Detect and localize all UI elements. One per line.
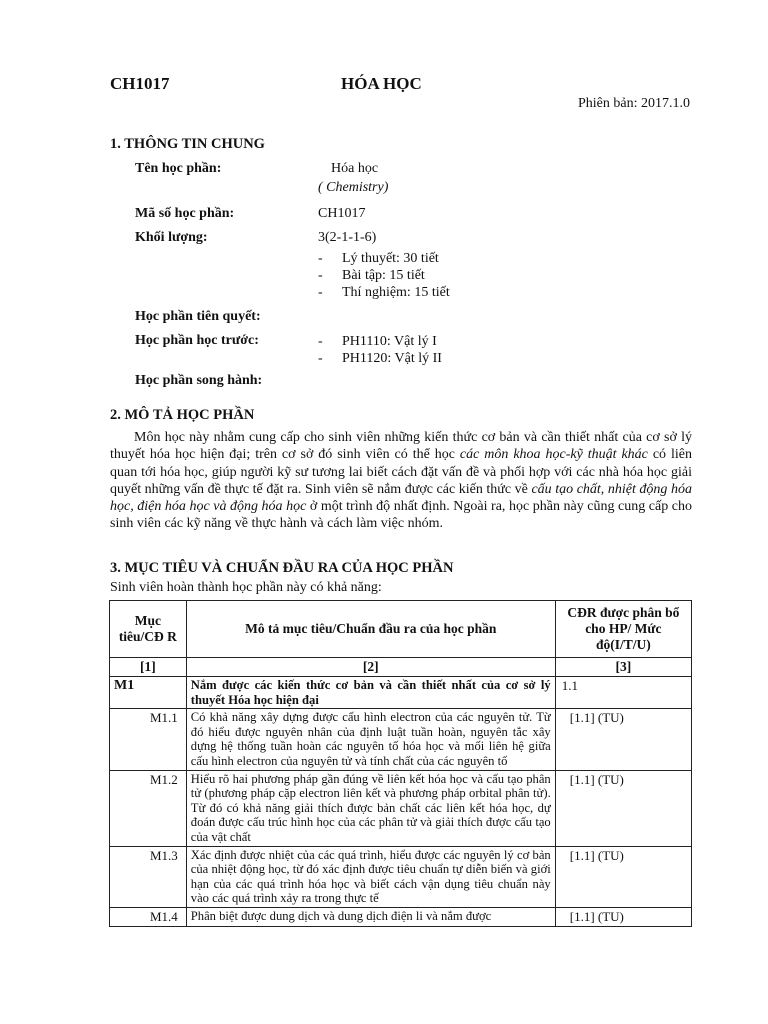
table-row: [110, 907, 692, 926]
outcomes-table: [109, 600, 692, 927]
prerequisite-label: Học phần tiên quyết:: [135, 309, 261, 324]
objective-description: Xác định được nhiệt của các quá trình, hiểu được các nguyên lý cơ bản của nhiệt động học, từ đó xác định được tiêu chuẩn tự diễn biến và giới hạn của các quá trình hóa học và biết cách vận dụng tiêu chuẩn này vào các quá trình xảy ra trong thực tế: [186, 846, 555, 907]
table-header-row: [110, 601, 692, 658]
parallel-course-label: Học phần song hành:: [135, 373, 263, 388]
course-name-label: Tên học phần:: [135, 161, 222, 176]
table-row: [110, 846, 692, 907]
column-header-cdr: CĐR được phân bổ cho HP/ Mức độ(I/T/U): [555, 601, 691, 658]
document-title: HÓA HỌC: [341, 74, 422, 93]
section-2-heading: 2. MÔ TẢ HỌC PHẦN: [110, 407, 255, 423]
objective-description: Nắm được các kiến thức cơ bản và cần thiết nhất của cơ sở lý thuyết Hóa học hiện đại: [186, 677, 555, 709]
list-item: - Lý thuyết: 30 tiết: [318, 251, 439, 266]
course-code-value: CH1017: [318, 206, 366, 221]
section-1-heading: 1. THÔNG TIN CHUNG: [110, 136, 265, 152]
volume-breakdown-list: [318, 250, 450, 301]
prior-course-label: Học phần học trước:: [135, 333, 259, 348]
volume-value: 3(2-1-1-6): [318, 230, 377, 245]
objective-id: M1: [110, 677, 187, 709]
list-item: - PH1110: Vật lý I: [318, 334, 437, 349]
objective-description: Phân biệt được dung dịch và dung dịch điện li và nắm được: [186, 907, 555, 926]
index-cell: [3]: [555, 658, 691, 677]
table-row: [110, 709, 692, 770]
version-label: Phiên bản: 2017.1.0: [578, 96, 690, 111]
objective-id: M1.2: [110, 770, 187, 846]
objective-cdr: [1.1] (TU): [555, 907, 691, 926]
table-index-row: [110, 658, 692, 677]
objective-id: M1.4: [110, 907, 187, 926]
volume-label: Khối lượng:: [135, 230, 208, 245]
column-header-objective: Mục tiêu/CĐ R: [110, 601, 187, 658]
objective-id: M1.1: [110, 709, 187, 770]
objective-cdr: [1.1] (TU): [555, 709, 691, 770]
index-cell: [2]: [186, 658, 555, 677]
column-header-description: Mô tả mục tiêu/Chuẩn đầu ra của học phần: [186, 601, 555, 658]
list-item: - Bài tập: 15 tiết: [318, 268, 425, 283]
course-code-label: Mã số học phần:: [135, 206, 235, 221]
list-item: - Thí nghiệm: 15 tiết: [318, 285, 450, 300]
index-cell: [1]: [110, 658, 187, 677]
objective-description: Có khả năng xây dựng được cấu hình electron của các nguyên tử. Từ đó hiểu được nguyên nhân của định luật tuần hoàn, nguyên tắc xây dựng hệ thống tuần hoàn các nguyên tố hóa học và mối liên hệ giữa cấu hình electron của nguyên tử và tính chất của các nguyên tố: [186, 709, 555, 770]
table-row: [110, 770, 692, 846]
objective-cdr: [1.1] (TU): [555, 846, 691, 907]
section-3-intro: Sinh viên hoàn thành học phần này có khả năng:: [110, 580, 382, 595]
course-name-english: ( Chemistry): [318, 180, 389, 195]
course-description: Môn học này nhằm cung cấp cho sinh viên những kiến thức cơ bản và cần thiết nhất của cơ sở lý thuyết hóa học hiện đại; trên cơ sở đó sinh viên có thể học các môn khoa học-kỹ thuật khác có liên quan tới hóa học, giúp người kỹ sư tương lai biết cách đặt vấn đề và phối hợp với các nhà hóa học giải quyết những vấn đề thực tế đặt ra. Sinh viên sẽ nắm được các kiến thức về cấu tạo chất, nhiệt động hóa học, điện hóa học và động hóa học ở một trình độ nhất định. Ngoài ra, học phần này cũng cung cấp cho sinh viên các kỹ năng về thực hành và cách làm việc nhóm.: [110, 430, 692, 532]
objective-description: Hiểu rõ hai phương pháp gần đúng về liên kết hóa học và cấu tạo phân tử (phương pháp cặp electron liên kết và phương pháp orbital phân tử). Từ đó có khả năng giải thích được bản chất các liên kết hóa học, dự đoán được cấu trúc hình học của các phân tử và giải thích được cấu tạo của vật chất: [186, 770, 555, 846]
objective-id: M1.3: [110, 846, 187, 907]
table-row: [110, 677, 692, 709]
course-name-value: Hóa học: [331, 161, 379, 176]
objective-cdr: [1.1] (TU): [555, 770, 691, 846]
prior-course-list: [318, 333, 442, 367]
course-code-header: CH1017: [110, 74, 170, 93]
list-item: - PH1120: Vật lý II: [318, 351, 442, 366]
objective-cdr: 1.1: [555, 677, 691, 709]
section-3-heading: 3. MỤC TIÊU VÀ CHUẨN ĐẦU RA CỦA HỌC PHẦN: [110, 560, 454, 576]
